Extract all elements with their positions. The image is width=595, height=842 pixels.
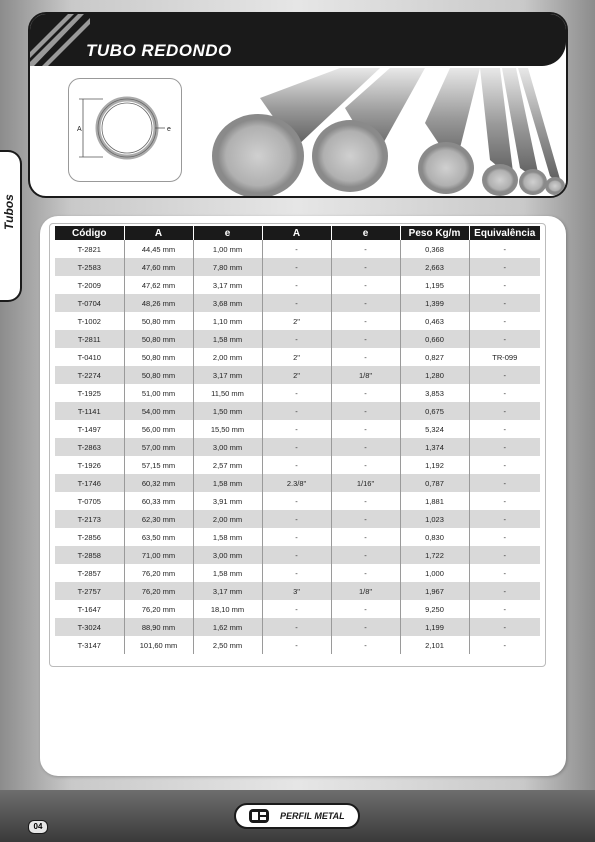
table-cell: - [469,564,540,582]
table-cell: 2" [262,312,331,330]
table-cell: - [469,312,540,330]
table-cell: T-2821 [55,240,124,258]
table-cell: 1,62 mm [193,618,262,636]
table-cell: - [262,456,331,474]
table-cell: - [331,438,400,456]
table-row [55,438,540,456]
table-row [55,510,540,528]
table-cell: - [469,276,540,294]
table-row [55,618,540,636]
table-cell: - [331,312,400,330]
table-cell: 0,675 [400,402,469,420]
table-cell: T-2858 [55,546,124,564]
table-cell: 2,101 [400,636,469,654]
table-cell: 50,80 mm [124,330,193,348]
table-cell: 1/8" [331,366,400,384]
table-cell: - [331,294,400,312]
table-cell: - [469,330,540,348]
table-cell: 57,15 mm [124,456,193,474]
table-cell: - [262,420,331,438]
brand-logo-icon [248,808,270,824]
table-cell: T-1497 [55,420,124,438]
table-cell: - [469,474,540,492]
table-cell: - [262,510,331,528]
table-cell: T-2863 [55,438,124,456]
table-cell: 50,80 mm [124,366,193,384]
table-cell: T-0410 [55,348,124,366]
table-row [55,366,540,384]
table-cell: 76,20 mm [124,564,193,582]
page-title: TUBO REDONDO [86,41,232,60]
table-cell: 0,368 [400,240,469,258]
table-cell: 7,80 mm [193,258,262,276]
table-cell: - [262,276,331,294]
table-cell: T-2857 [55,564,124,582]
table-cell: T-2009 [55,276,124,294]
table-cell: 5,324 [400,420,469,438]
table-cell: 2,57 mm [193,456,262,474]
table-cell: 1,58 mm [193,330,262,348]
table-cell: 88,90 mm [124,618,193,636]
table-cell: 76,20 mm [124,600,193,618]
table-cell: - [331,528,400,546]
table-cell: T-3147 [55,636,124,654]
table-cell: - [262,438,331,456]
table-cell: 3,17 mm [193,366,262,384]
table-cell: - [262,258,331,276]
table-cell: 47,62 mm [124,276,193,294]
table-cell: - [331,240,400,258]
table-cell: T-3024 [55,618,124,636]
table-header-row [55,226,540,240]
column-header: Código [55,226,124,240]
table-cell: - [262,492,331,510]
table-cell: - [469,420,540,438]
column-header: A [124,226,193,240]
table-cell: 71,00 mm [124,546,193,564]
table-cell: - [331,546,400,564]
table-cell: 44,45 mm [124,240,193,258]
table-cell: - [469,510,540,528]
table-cell: 60,32 mm [124,474,193,492]
table-cell: 3,00 mm [193,546,262,564]
table-cell: - [469,258,540,276]
table-row [55,330,540,348]
table-cell: 9,250 [400,600,469,618]
table-cell: 1,00 mm [193,240,262,258]
table-cell: 0,660 [400,330,469,348]
table-cell: 1,374 [400,438,469,456]
table-cell: - [262,402,331,420]
table-cell: - [262,600,331,618]
table-cell: 3,91 mm [193,492,262,510]
table-cell: 54,00 mm [124,402,193,420]
table-cell: - [469,240,540,258]
thickness-label: e [167,126,171,133]
table-row [55,384,540,402]
table-cell: 3" [262,582,331,600]
table-cell: 1,192 [400,456,469,474]
table-cell: - [262,528,331,546]
table-cell: 1,58 mm [193,564,262,582]
column-header: e [331,226,400,240]
table-cell: - [262,384,331,402]
table-cell: - [331,492,400,510]
table-cell: 3,853 [400,384,469,402]
table-row [55,420,540,438]
table-row [55,276,540,294]
table-cell: 1,10 mm [193,312,262,330]
table-cell: - [331,420,400,438]
table-cell: 48,26 mm [124,294,193,312]
table-cell: T-1925 [55,384,124,402]
table-cell: 101,60 mm [124,636,193,654]
table-cell: - [469,582,540,600]
table-cell: T-2856 [55,528,124,546]
table-cell: 3,00 mm [193,438,262,456]
table-cell: 3,68 mm [193,294,262,312]
brand-badge [234,803,360,829]
table-cell: 0,830 [400,528,469,546]
table-cell: 2,50 mm [193,636,262,654]
table-cell: - [469,618,540,636]
column-header: Equivalência [469,226,540,240]
side-tab-label: Tubos [2,194,16,230]
table-cell: - [262,564,331,582]
table-row [55,582,540,600]
brand-name: PERFIL METAL [280,811,345,821]
table-cell: - [331,564,400,582]
table-cell: 62,30 mm [124,510,193,528]
table-row [55,240,540,258]
table-cell: 2" [262,366,331,384]
table-cell: - [262,240,331,258]
table-cell: T-1926 [55,456,124,474]
decorative-stripes [30,14,90,66]
table-cell: - [262,294,331,312]
table-row [55,564,540,582]
table-cell: T-0704 [55,294,124,312]
table-cell: - [331,456,400,474]
table-cell: - [469,528,540,546]
table-cell: 60,33 mm [124,492,193,510]
table-cell: 0,827 [400,348,469,366]
table-cell: 1,023 [400,510,469,528]
table-cell: 11,50 mm [193,384,262,402]
table-cell: - [262,636,331,654]
table-cell: 47,60 mm [124,258,193,276]
table-cell: 1/8" [331,582,400,600]
table-cell: - [262,618,331,636]
table-cell: 1,280 [400,366,469,384]
table-cell: T-2811 [55,330,124,348]
diameter-label: A [77,126,82,133]
column-header: A [262,226,331,240]
table-row [55,546,540,564]
table-row [55,528,540,546]
table-cell: T-2173 [55,510,124,528]
table-cell: TR-099 [469,348,540,366]
cross-section-diagram [68,78,182,182]
table-cell: - [331,258,400,276]
table-cell: 0,787 [400,474,469,492]
table-cell: 51,00 mm [124,384,193,402]
table-cell: 1,195 [400,276,469,294]
page-number: 04 [28,820,48,834]
header-card [28,12,568,198]
table-cell: - [469,456,540,474]
tubes-illustration [210,68,566,198]
table-cell: T-2274 [55,366,124,384]
table-row [55,348,540,366]
table-cell: 1,58 mm [193,474,262,492]
title-bar [30,14,566,66]
table-cell: - [331,348,400,366]
table-cell: 2,663 [400,258,469,276]
tube-specs-table [55,226,540,654]
table-cell: - [331,276,400,294]
table-cell: 1,199 [400,618,469,636]
table-row [55,492,540,510]
table-cell: 1,58 mm [193,528,262,546]
table-cell: - [469,546,540,564]
table-row [55,312,540,330]
table-cell: - [331,384,400,402]
table-cell: - [331,636,400,654]
table-cell: - [469,294,540,312]
table-cell: T-2757 [55,582,124,600]
table-cell: - [331,402,400,420]
table-cell: 3,17 mm [193,276,262,294]
table-cell: 3,17 mm [193,582,262,600]
table-cell: T-1141 [55,402,124,420]
table-cell: - [469,600,540,618]
table-cell: 56,00 mm [124,420,193,438]
table-cell: - [262,330,331,348]
table-cell: - [331,330,400,348]
table-cell: 50,80 mm [124,348,193,366]
table-cell: 1,967 [400,582,469,600]
table-cell: 57,00 mm [124,438,193,456]
table-cell: T-1002 [55,312,124,330]
table-cell: - [469,636,540,654]
table-cell: 1,881 [400,492,469,510]
table-cell: T-2583 [55,258,124,276]
table-row [55,456,540,474]
column-header: Peso Kg/m [400,226,469,240]
table-cell: - [262,546,331,564]
table-row [55,474,540,492]
column-header: e [193,226,262,240]
table-cell: - [469,492,540,510]
table-cell: 0,463 [400,312,469,330]
table-cell: 1,722 [400,546,469,564]
table-cell: 1,50 mm [193,402,262,420]
table-cell: - [469,384,540,402]
table-cell: 1,000 [400,564,469,582]
table-cell: 2" [262,348,331,366]
table-cell: - [331,510,400,528]
table-cell: - [469,366,540,384]
table-cell: 76,20 mm [124,582,193,600]
table-cell: - [469,402,540,420]
table-cell: - [331,600,400,618]
table-card [40,216,566,776]
table-cell: T-0705 [55,492,124,510]
table-cell: 18,10 mm [193,600,262,618]
table-row [55,636,540,654]
table-cell: T-1647 [55,600,124,618]
table-cell: 1/16" [331,474,400,492]
table-row [55,294,540,312]
table-cell: 1,399 [400,294,469,312]
table-row [55,402,540,420]
table-cell: - [469,438,540,456]
table-cell: 63,50 mm [124,528,193,546]
table-cell: 50,80 mm [124,312,193,330]
table-cell: T-1746 [55,474,124,492]
table-cell: 15,50 mm [193,420,262,438]
table-cell: 2,00 mm [193,510,262,528]
table-cell: - [331,618,400,636]
table-row [55,258,540,276]
table-cell: 2.3/8" [262,474,331,492]
table-row [55,600,540,618]
table-cell: 2,00 mm [193,348,262,366]
